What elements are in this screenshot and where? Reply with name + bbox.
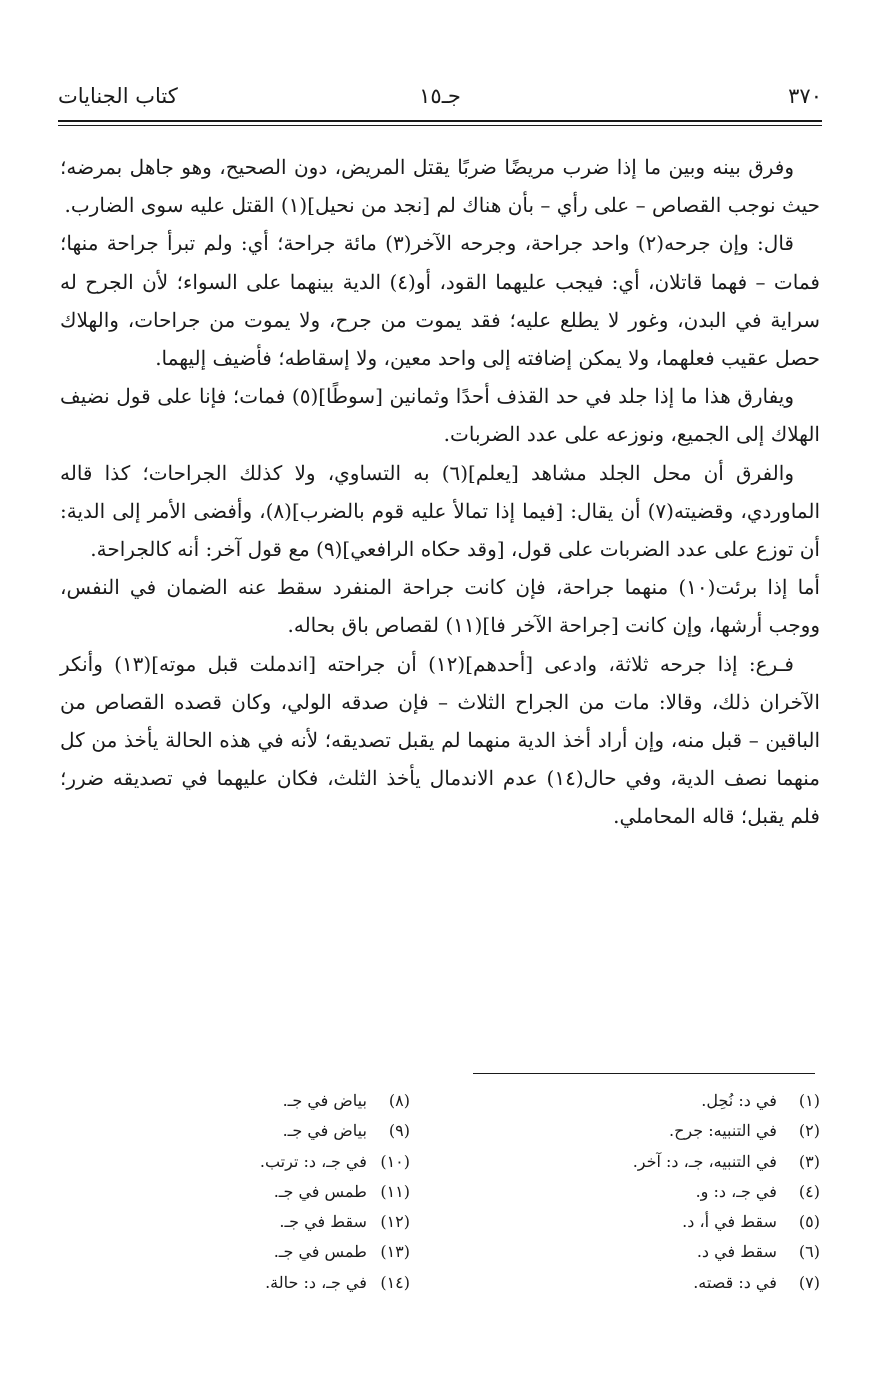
- footnote-separator: [473, 1073, 815, 1074]
- footnote-text: في د: قصته.: [693, 1272, 777, 1292]
- footnote-number: (١١): [380, 1181, 410, 1201]
- paragraph: وفرق بينه وبين ما إذا ضرب مريضًا ضربًا يقتل المريض، دون الصحيح، وهو جاهل بمرضه؛ حيث نوجب القصاص – على رأي – بأن هناك لم [نجد من نحيل](١) القتل عليه سوى الضارب.: [60, 155, 820, 218]
- footnote: [80, 1116, 410, 1146]
- footnote: [80, 1237, 410, 1267]
- footnote-column-right: [490, 1086, 820, 1298]
- book-title: كتاب الجنايات: [58, 84, 178, 108]
- footnote-text: سقط في جـ.: [279, 1212, 367, 1232]
- footnote: [80, 1177, 410, 1207]
- footnote-text: في التنبيه، جـ، د: آخر.: [632, 1151, 777, 1171]
- footnote-number: (٧): [798, 1272, 820, 1292]
- footnote-text: في التنبيه: جرح.: [669, 1121, 777, 1141]
- volume-part: جـ١٥: [419, 84, 461, 108]
- header-rule-thin: [58, 125, 822, 126]
- footnote-number: (١٤): [380, 1272, 410, 1292]
- footnote-text: سقط في أ، د.: [682, 1212, 777, 1232]
- running-header: [58, 84, 822, 114]
- header-rule-thick: [58, 120, 822, 122]
- footnote-number: (٤): [798, 1181, 820, 1201]
- footnote: [490, 1116, 820, 1146]
- footnote-number: (٥): [798, 1212, 820, 1232]
- footnote-text: في جـ، د: حالة.: [265, 1272, 367, 1292]
- footnote-number: (١): [798, 1091, 820, 1110]
- footnote-number: (٢): [798, 1121, 820, 1141]
- paragraph: ويفارق هذا ما إذا جلد في حد القذف أحدًا وثمانين [سوطًا](٥) فمات؛ فإنا على قول نضيف الهلاك إلى الجميع، ونوزعه على عدد الضربات.: [60, 384, 820, 447]
- paragraph: قال: وإن جرحه(٢) واحد جراحة، وجرحه الآخر(٣) مائة جراحة؛ أي: ولم تبرأ جراحة منها؛ فمات – فهما قاتلان، أي: فيجب عليهما القود، أو(٤) الدية بينهما على السواء؛ لأن الجرح له سراية في البدن، وغور لا يطلع عليه؛ فقد يموت من جرح، ولا يموت من جراحات، والهلاك حصل عقيب فعلهما، ولا يمكن إضافته إلى واحد معين، ولا إسقاطه؛ فأضيف إليهما.: [60, 231, 820, 371]
- footnote: [80, 1147, 410, 1177]
- footnote-text: في جـ، د: ترتب.: [259, 1151, 367, 1171]
- footnote-number: (٩): [388, 1121, 410, 1141]
- main-text: [60, 148, 820, 836]
- footnote-number: (٨): [388, 1091, 410, 1110]
- footnote-number: (٦): [798, 1242, 820, 1262]
- footnote-text: سقط في د.: [696, 1242, 777, 1262]
- footnote: [80, 1207, 410, 1237]
- footnote-text: في جـ، د: و.: [695, 1181, 777, 1201]
- footnote: [490, 1177, 820, 1207]
- footnote: [490, 1147, 820, 1177]
- footnote-number: (١٠): [380, 1151, 410, 1171]
- footnote: [490, 1237, 820, 1267]
- footnote-text: طمس في جـ.: [273, 1181, 367, 1201]
- paragraph: والفرق أن محل الجلد مشاهد [يعلم](٦) به التساوي، ولا كذلك الجراحات؛ كذا قاله الماوردي، وقضيته(٧) أن يقال: [فيما إذا تمالأ عليه قوم بالضرب](٨)، وأفضى الأمر إلى الدية: أن توزع على عدد الضربات على قول، [وقد حكاه الرافعي](٩) مع قول آخر: أنه كالجراحة.: [60, 460, 821, 562]
- footnote: [80, 1268, 410, 1298]
- footnote-column-left: [80, 1086, 410, 1298]
- footnote-number: (١٢): [380, 1212, 410, 1232]
- footnote: [490, 1086, 820, 1116]
- footnote-number: (١٣): [380, 1242, 410, 1262]
- page-number: ٣٧٠: [788, 84, 822, 108]
- paragraph: فـرع: إذا جرحه ثلاثة، وادعى [أحدهم](١٢) أن جراحته [اندملت قبل موته](١٣) وأنكر الآخران ذلك، وقالا: مات من الجراح الثلاث – فإن صدقه الولي، وكان قصده القصاص من الباقين – قبل منه، وإن أراد أخذ الدية منهما لم يقبل تصديقه؛ لأنه في هذه الحالة يأخذ من كل منهما نصف الدية، وفي حال(١٤) عدم الاندمال يأخذ الثلث، فكان عليهما في تصديقه ضرر؛ فلم يقبل؛ قاله المحاملي.: [60, 651, 820, 829]
- footnote-text: في د: نُحِل.: [701, 1091, 777, 1110]
- footnote-text: بياض في جـ.: [282, 1121, 367, 1141]
- footnote: [80, 1086, 410, 1116]
- footnote-number: (٣): [798, 1151, 820, 1171]
- footnote-text: بياض في جـ.: [282, 1091, 367, 1110]
- paragraph: أما إذا برئت(١٠) منهما جراحة، فإن كانت جراحة المنفرد سقط عنه الضمان في النفس، ووجب أرشها، وإن كانت [جراحة الآخر فا](١١) لقصاص باق بحاله.: [60, 575, 820, 638]
- footnote: [490, 1207, 820, 1237]
- footnote-text: طمس في جـ.: [273, 1242, 367, 1262]
- footnote: [490, 1268, 820, 1298]
